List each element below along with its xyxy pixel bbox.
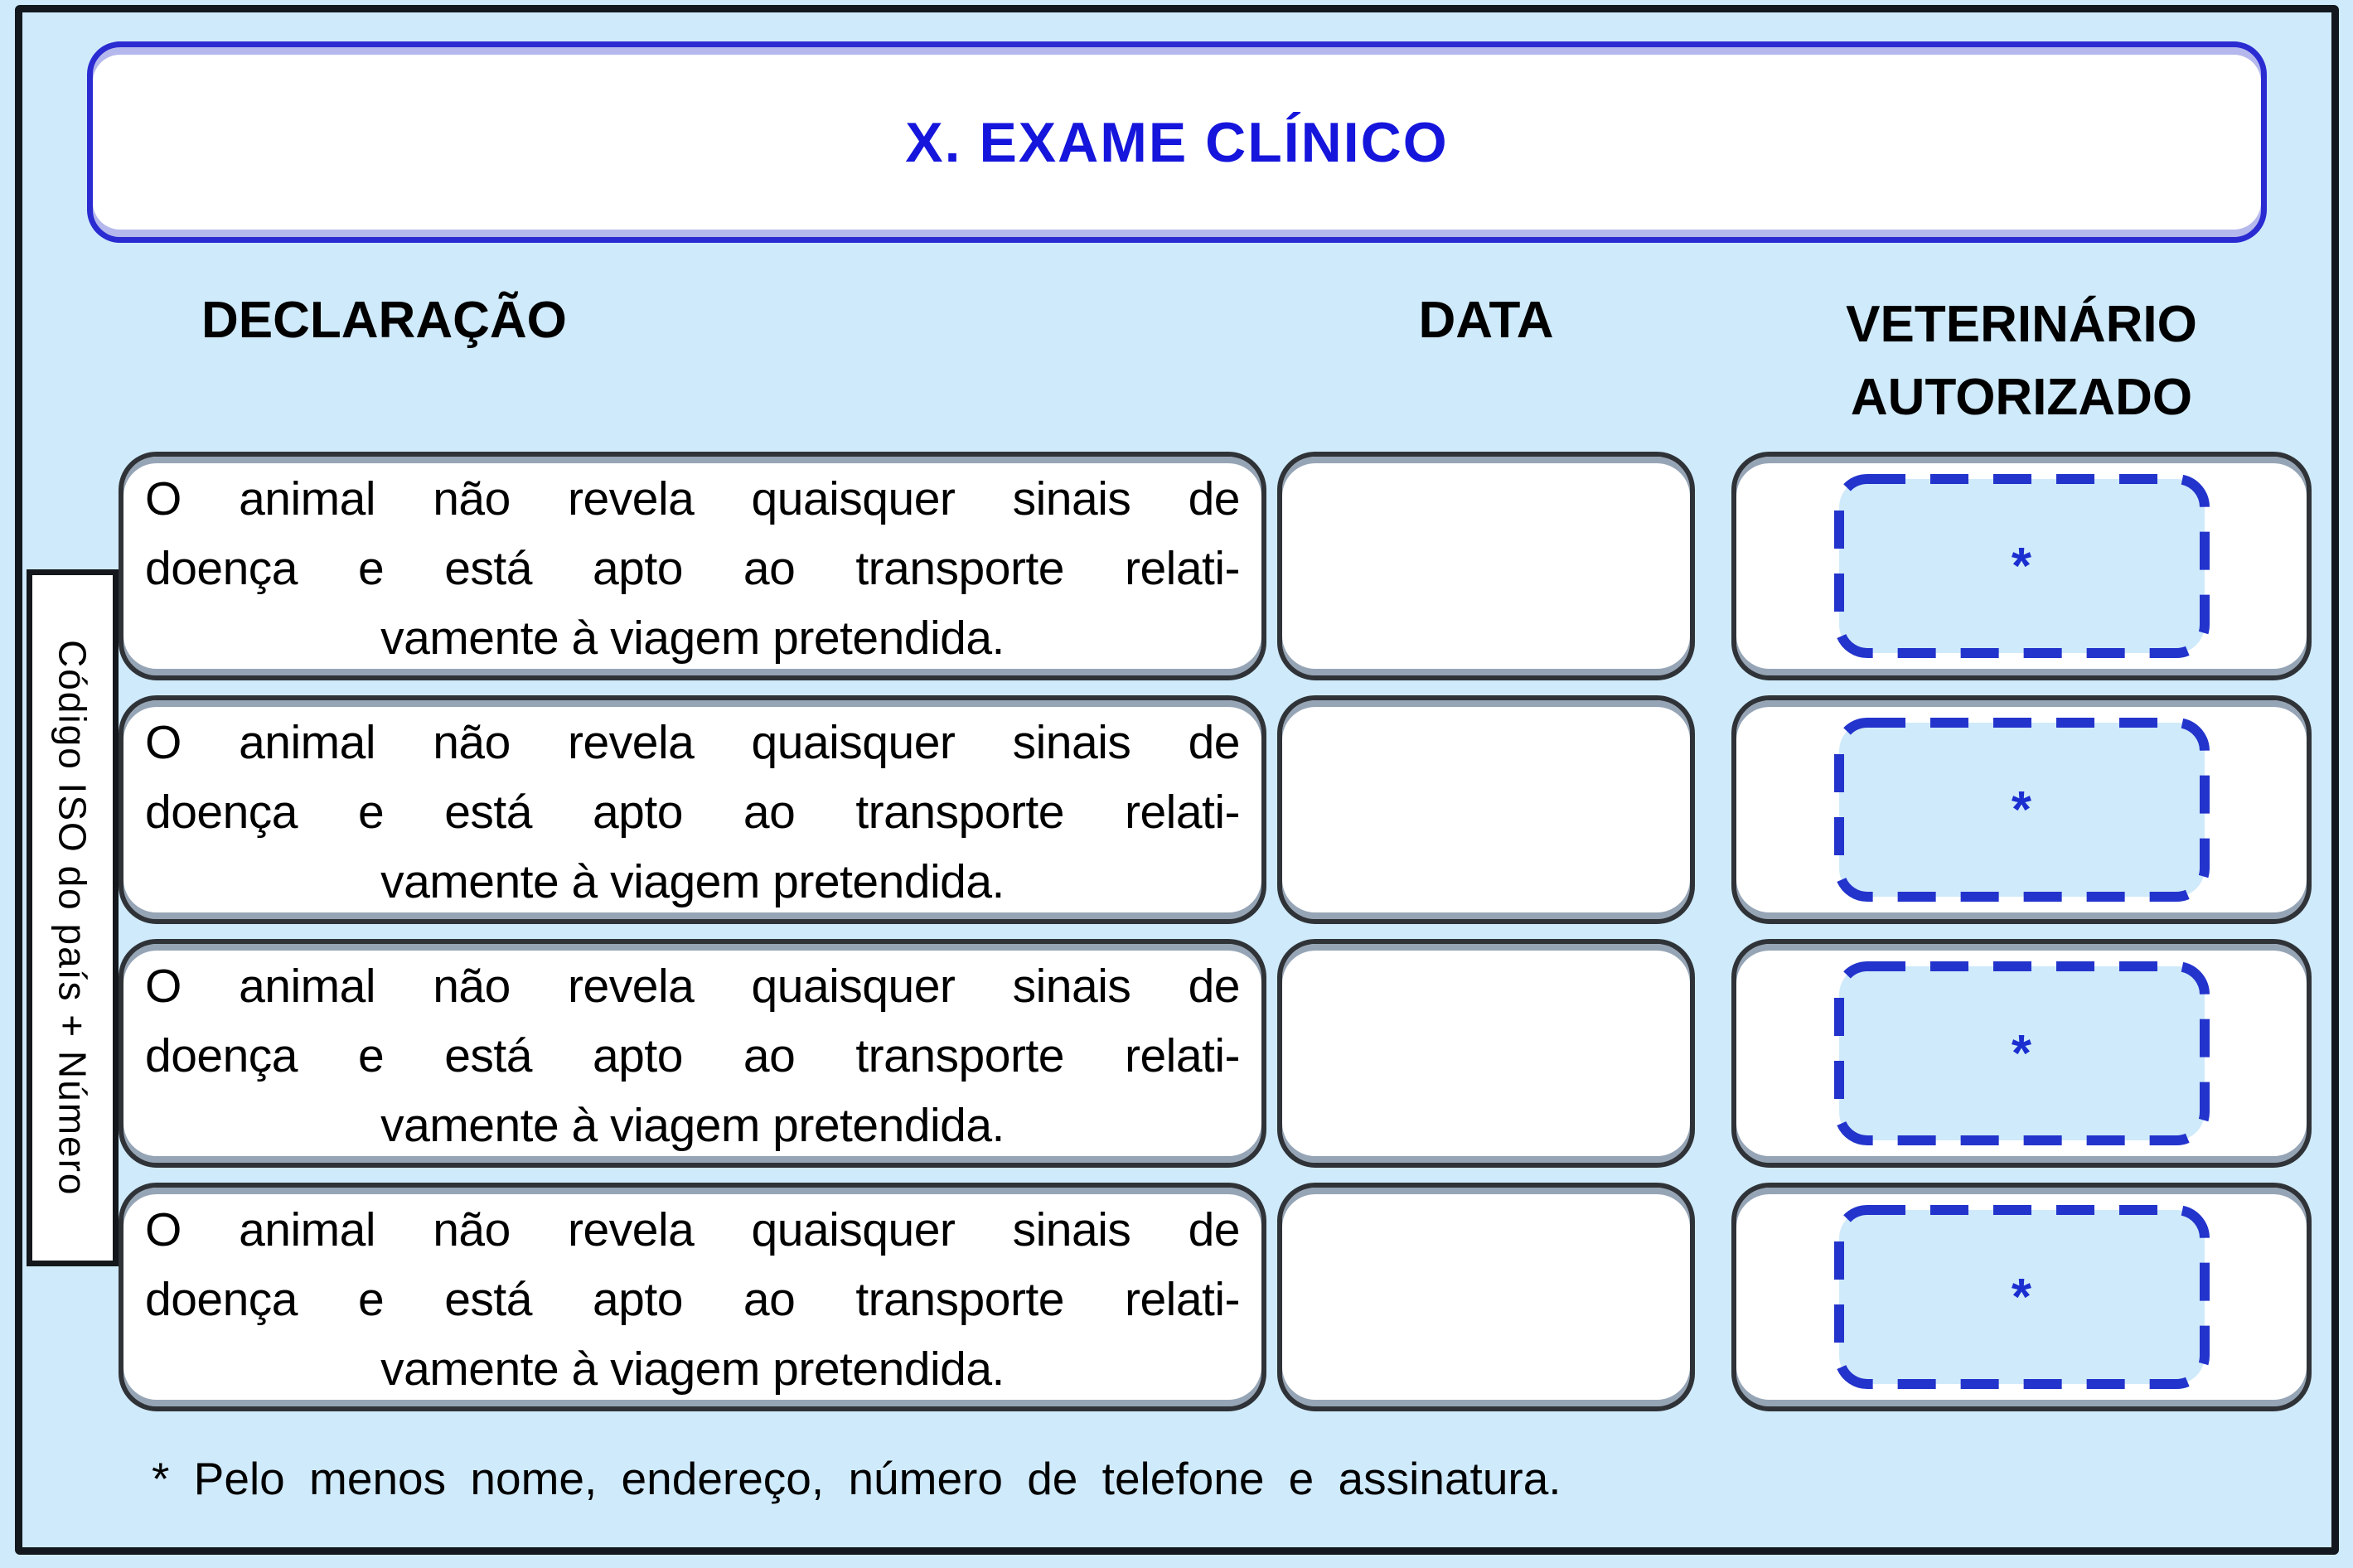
column-header-vet-line1: VETERINÁRIO — [1846, 296, 2197, 353]
asterisk-marker: * — [2011, 781, 2032, 839]
footnote: * Pelo menos nome, endereço, número de telefone e assinatura. — [152, 1453, 1561, 1504]
column-header-date: DATA — [1418, 292, 1554, 349]
section-title-box — [87, 41, 2267, 243]
vet-stamp-box — [1731, 1183, 2312, 1411]
asterisk-marker: * — [2011, 537, 2032, 595]
declaration-line: vamente à viagem pretendida. — [380, 1099, 1005, 1152]
vet-signature-area[interactable] — [1833, 961, 2210, 1146]
asterisk-marker: * — [2011, 1024, 2032, 1082]
exam-row — [0, 1183, 2353, 1411]
exam-row — [0, 452, 2353, 680]
date-entry-box[interactable] — [1277, 939, 1695, 1168]
iso-code-side-label: Código ISO do país + Número — [51, 639, 94, 1197]
declaration-line: doença e está apto ao transporte relati- — [145, 1273, 1240, 1326]
declaration-line: O animal não revela quaisquer sinais de — [145, 472, 1240, 525]
vet-signature-area[interactable] — [1833, 1204, 2210, 1390]
declaration-line: vamente à viagem pretendida. — [380, 855, 1005, 908]
declaration-line: doença e está apto ao transporte relati- — [145, 1029, 1240, 1082]
vet-signature-area[interactable] — [1833, 717, 2210, 903]
column-header-vet-line2: AUTORIZADO — [1850, 369, 2193, 426]
asterisk-marker: * — [2011, 1268, 2032, 1326]
vet-stamp-box — [1731, 452, 2312, 680]
declaration-text-box — [119, 452, 1266, 680]
vet-stamp-box — [1731, 695, 2312, 924]
declaration-line: vamente à viagem pretendida. — [380, 612, 1005, 665]
declaration-line: O animal não revela quaisquer sinais de — [145, 716, 1240, 769]
vet-signature-area[interactable] — [1833, 473, 2210, 659]
declaration-text-box — [119, 1183, 1266, 1411]
declaration-line: doença e está apto ao transporte relati- — [145, 542, 1240, 595]
declaration-line: doença e está apto ao transporte relati- — [145, 786, 1240, 839]
declaration-line: O animal não revela quaisquer sinais de — [145, 960, 1240, 1013]
column-header-authorized-vet — [1731, 288, 2312, 434]
vet-stamp-box — [1731, 939, 2312, 1168]
date-entry-box[interactable] — [1277, 1183, 1695, 1411]
exam-row — [0, 939, 2353, 1168]
declaration-line: O animal não revela quaisquer sinais de — [145, 1203, 1240, 1256]
exam-row — [0, 695, 2353, 924]
declaration-text-box — [119, 939, 1266, 1168]
section-title: X. EXAME CLÍNICO — [905, 110, 1449, 174]
declaration-line: vamente à viagem pretendida. — [380, 1343, 1005, 1396]
column-header-declaration: DECLARAÇÃO — [201, 292, 567, 349]
date-entry-box[interactable] — [1277, 452, 1695, 680]
date-entry-box[interactable] — [1277, 695, 1695, 924]
declaration-text-box — [119, 695, 1266, 924]
